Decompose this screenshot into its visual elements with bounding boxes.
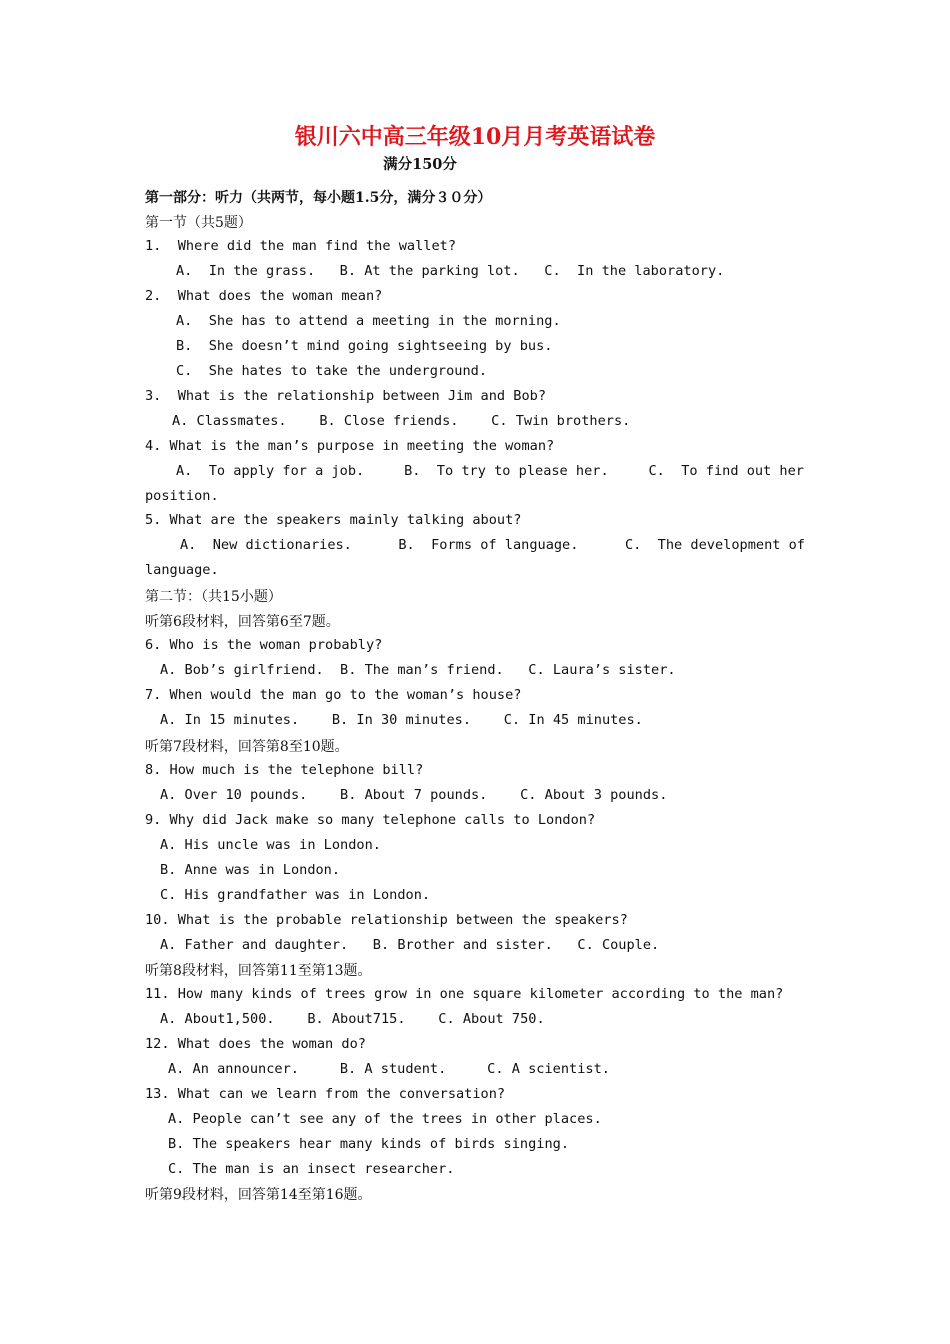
q10-options: A. Father and daughter. B. Brother and sister. C. Couple. [160, 937, 660, 953]
q13-option-c: C. The man is an insect researcher. [168, 1161, 455, 1177]
q4-question: 4. What is the man’s purpose in meeting the woman? [145, 438, 555, 454]
q2-option-c: C. She hates to take the underground. [176, 363, 487, 379]
q6-question: 6. Who is the woman probably? [145, 637, 383, 653]
q2-option-b: B. She doesn’t mind going sightseeing by bus. [176, 338, 553, 354]
q5-question: 5. What are the speakers mainly talking about? [145, 512, 522, 528]
material9-instruction: 听第9段材料，回答第14至第16题。 [145, 1187, 372, 1203]
page-title: 银川六中高三年级10月月考英语试卷 [294, 124, 656, 150]
q5-option-b: B. Forms of language. [398, 537, 579, 553]
q8-options: A. Over 10 pounds. B. About 7 pounds. C. About 3 pounds. [160, 787, 668, 803]
q13-option-b: B. The speakers hear many kinds of birds singing. [168, 1136, 570, 1152]
q6-options: A. Bob’s girlfriend. B. The man’s friend. C. Laura’s sister. [160, 662, 676, 678]
section1-heading: 第一节（共5题） [145, 215, 252, 231]
full-score: 满分150分 [383, 156, 457, 173]
section2-heading: 第二节：（共15小题） [145, 589, 282, 605]
q13-question: 13. What can we learn from the conversation? [145, 1086, 506, 1102]
q11-options: A. About1,500. B. About715. C. About 750. [160, 1011, 545, 1027]
q13-option-a: A. People can’t see any of the trees in other places. [168, 1111, 602, 1127]
q11-question: 11. How many kinds of trees grow in one square kilometer according to the man? [145, 986, 784, 1002]
material6-instruction: 听第6段材料，回答第6至7题。 [145, 614, 340, 630]
q5-options [180, 537, 805, 553]
q9-option-a: A. His uncle was in London. [160, 837, 381, 853]
q4-options-cont: position. [145, 488, 219, 504]
q7-options: A. In 15 minutes. B. In 30 minutes. C. In 45 minutes. [160, 712, 643, 728]
q4-option-b: B. To try to please her. [404, 463, 609, 479]
q5-option-a: A. New dictionaries. [180, 537, 352, 553]
q4-option-a: A. To apply for a job. [176, 463, 365, 479]
q4-option-c: C. To find out her [648, 463, 804, 479]
q2-question: 2. What does the woman mean? [145, 288, 383, 304]
q9-option-b: B. Anne was in London. [160, 862, 341, 878]
q3-question: 3. What is the relationship between Jim and Bob? [145, 388, 547, 404]
q4-options [176, 463, 804, 479]
q1-options: A. In the grass. B. At the parking lot. C. In the laboratory. [176, 263, 725, 279]
q9-question: 9. Why did Jack make so many telephone calls to London? [145, 812, 596, 828]
q9-option-c: C. His grandfather was in London. [160, 887, 431, 903]
q5-options-cont: language. [145, 562, 219, 578]
q3-options: A. Classmates. B. Close friends. C. Twin brothers. [172, 413, 631, 429]
q10-question: 10. What is the probable relationship between the speakers? [145, 912, 628, 928]
q5-option-c: C. The development of [624, 537, 805, 553]
q12-options: A. An announcer. B. A student. C. A scientist. [168, 1061, 610, 1077]
q2-option-a: A. She has to attend a meeting in the morning. [176, 313, 561, 329]
material7-instruction: 听第7段材料，回答第8至10题。 [145, 739, 349, 755]
q1-question: 1. Where did the man find the wallet? [145, 238, 456, 254]
q12-question: 12. What does the woman do? [145, 1036, 366, 1052]
q7-question: 7. When would the man go to the woman’s house? [145, 687, 522, 703]
part1-heading: 第一部分：听力（共两节，每小题1.5分，满分３０分） [145, 190, 492, 206]
material8-instruction: 听第8段材料，回答第11至第13题。 [145, 963, 372, 979]
q8-question: 8. How much is the telephone bill? [145, 762, 424, 778]
